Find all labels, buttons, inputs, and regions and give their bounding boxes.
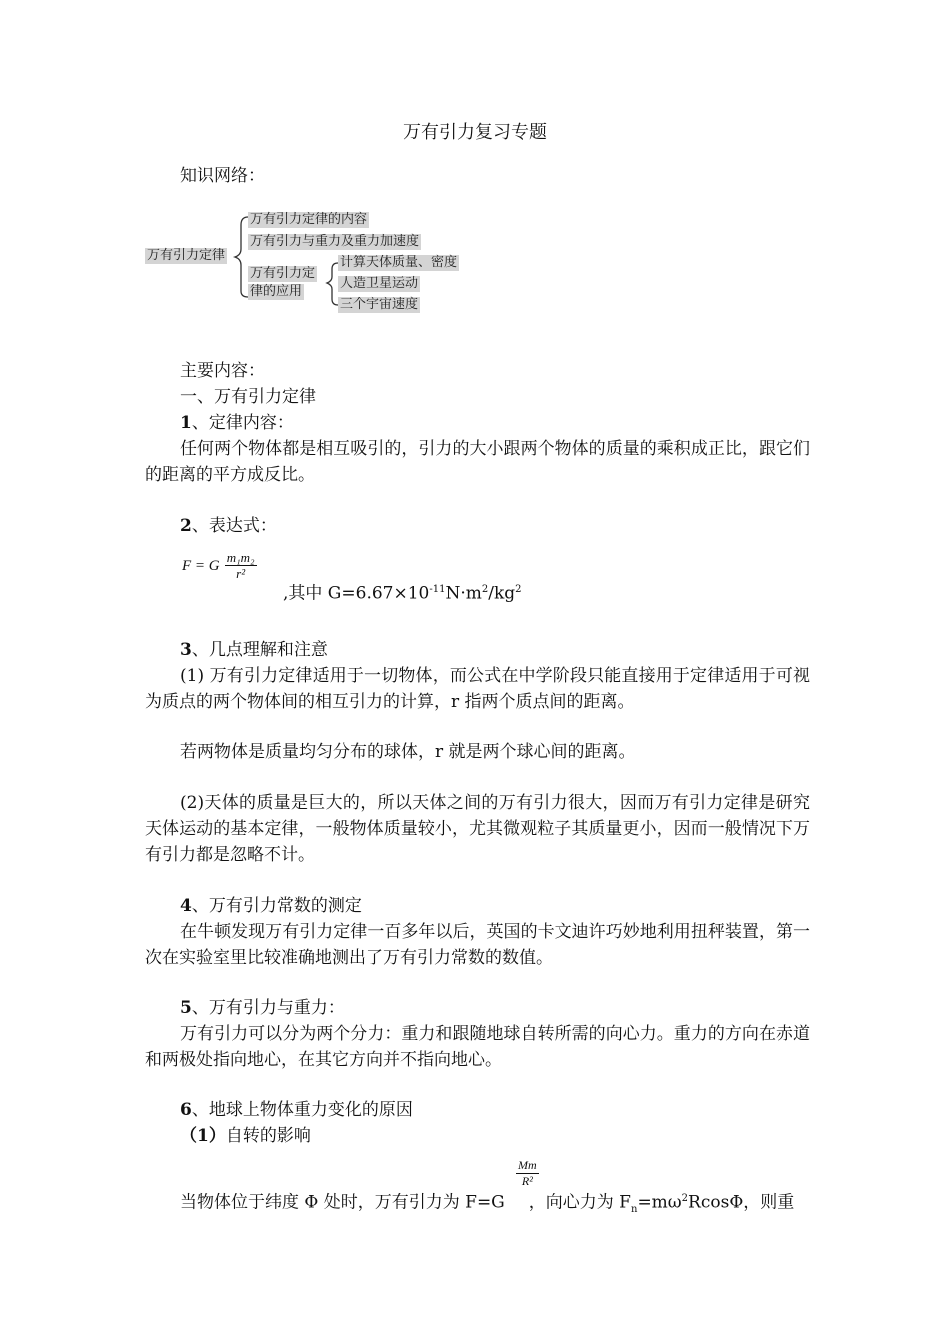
- subsection-3-paragraph-2: [145, 739, 810, 765]
- subsection-5-text: [145, 1021, 810, 1073]
- mindmap-root: 万有引力定律: [147, 248, 226, 263]
- constant-unit-exp2: 2: [515, 584, 522, 595]
- subsection-3-paragraph-1: [145, 663, 810, 715]
- subsection-2-label: 、表达式：: [191, 516, 277, 536]
- subsection-6-1-number: （1）: [180, 1126, 226, 1146]
- formula-line-b-sub: n: [630, 1204, 638, 1216]
- gravitation-formula: [182, 550, 257, 581]
- section-heading-1: 一、万有引力定律: [180, 387, 316, 407]
- mindmap-branch-content: 万有引力定律的内容: [250, 212, 368, 227]
- gravity-fraction: [516, 1158, 539, 1189]
- subsection-3-heading: [180, 637, 328, 663]
- gravity-fraction-numerator: Mm: [518, 1158, 537, 1172]
- subsection-6-heading: [180, 1097, 413, 1123]
- constant-unit-b: /kg: [488, 583, 516, 604]
- subsection-4-text: [145, 919, 810, 971]
- subsection-2-heading: [180, 513, 277, 539]
- subsection-6-1-heading: [180, 1123, 311, 1149]
- subsection-1-text: [145, 436, 810, 488]
- constant-exponent: -11: [429, 584, 446, 595]
- subsection-3-p2: 若两物体是质量均匀分布的球体，r 就是两个球心间的距离。: [180, 742, 636, 762]
- formula-fraction: [225, 550, 257, 581]
- formula-line-b: ，向心力为 F: [528, 1192, 631, 1213]
- subsection-3-number: 3: [180, 640, 192, 660]
- constant-unit-exp1: 2: [481, 584, 489, 595]
- subsection-6-formula-line: [180, 1186, 794, 1223]
- mindmap-branch-gravity: 万有引力与重力及重力加速度: [250, 234, 420, 249]
- gravity-fraction-denominator: R²: [521, 1174, 533, 1188]
- knowledge-mindmap: [145, 205, 480, 317]
- subsection-5-label: 、万有引力与重力：: [191, 998, 345, 1018]
- mindmap-sub-mass-density: 计算天体质量、密度: [340, 255, 458, 270]
- subsection-5-number: 5: [180, 998, 192, 1018]
- constant-unit-a: N·m: [445, 583, 482, 604]
- mindmap-branch-application-1: 万有引力定: [250, 266, 316, 281]
- subsection-1-heading: [180, 410, 294, 436]
- subsection-4-label: 、万有引力常数的测定: [191, 896, 362, 916]
- subsection-3-p1: (1) 万有引力定律适用于一切物体，而公式在中学阶段只能直接用于定律适用于可视为质点的两个物体间的相互引力的计算，r 指两个质点间的距离。: [145, 666, 810, 712]
- mindmap-sub-satellite: 人造卫星运动: [340, 276, 419, 291]
- subsection-3-paragraph-3: [145, 790, 810, 868]
- subsection-5-body: 万有引力可以分为两个分力：重力和跟随地球自转所需的向心力。重力的方向在赤道和两极处指向地心，在其它方向并不指向地心。: [145, 1024, 810, 1070]
- subsection-2-number: 2: [180, 516, 192, 536]
- subsection-4-body: 在牛顿发现万有引力定律一百多年以后，英国的卡文迪许巧妙地利用扭秤装置，第一次在实验室里比较准确地测出了万有引力常数的数值。: [145, 922, 810, 968]
- formula-line-d: RcosΦ，则重: [688, 1192, 795, 1213]
- formula-lhs: F = G: [182, 558, 220, 574]
- main-content-label: 主要内容：: [180, 361, 265, 381]
- knowledge-network-label: 知识网络：: [180, 166, 265, 186]
- subsection-6-label: 、地球上物体重力变化的原因: [191, 1100, 413, 1120]
- subsection-3-p3: (2)天体的质量是巨大的，所以天体之间的万有引力很大，因而万有引力定律是研究天体运动的基本定律，一般物体质量较小，尤其微观粒子其质量更小，因而一般情况下万有引力都是忽略不计。: [145, 793, 810, 865]
- subsection-1-body: 任何两个物体都是相互吸引的，引力的大小跟两个物体的质量的乘积成正比，跟它们的距离的平方成反比。: [145, 439, 810, 485]
- mindmap-sub-cosmic-velocity: 三个宇宙速度: [340, 297, 419, 312]
- formula-denominator: r²: [236, 566, 246, 581]
- mindmap-branch-application-2: 律的应用: [250, 284, 303, 299]
- formula-numerator: m₁m₂: [226, 550, 255, 565]
- formula-line-a: 当物体位于纬度 Φ 处时，万有引力为 F=G: [180, 1192, 505, 1213]
- subsection-5-heading: [180, 995, 345, 1021]
- constant-prefix: ,其中 G=6.67×10: [283, 583, 430, 604]
- formula-line-c: =mω: [637, 1192, 682, 1213]
- gravitational-constant: [283, 577, 522, 607]
- subsection-6-1-label: 自转的影响: [225, 1126, 311, 1146]
- subsection-3-label: 、几点理解和注意: [191, 640, 328, 660]
- page-title: 万有引力复习专题: [403, 122, 547, 143]
- subsection-4-number: 4: [180, 896, 192, 916]
- formula-line-c-sup: 2: [681, 1193, 689, 1204]
- subsection-6-number: 6: [180, 1100, 192, 1120]
- subsection-1-label: 、定律内容：: [191, 413, 294, 433]
- subsection-1-number: 1: [180, 413, 192, 433]
- subsection-4-heading: [180, 893, 362, 919]
